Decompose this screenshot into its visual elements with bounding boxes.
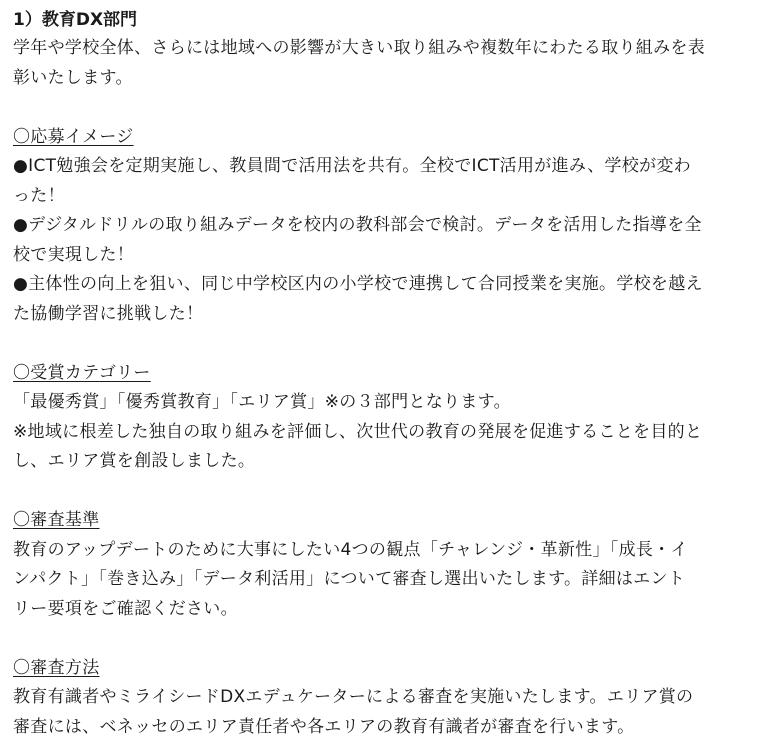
intro-paragraph [13,34,747,93]
spacer [13,624,747,654]
criteria-line: ンパクト」「巻き込み」「データ利活用」について審査し選出いたします。詳細はエント [13,569,686,589]
categories-line: ※地域に根差した独自の取り組みを評価し、次世代の教育の発展を促進することを目的と [13,421,703,442]
method-line: 審査には、ベネッセのエリア責任者や各エリアの教育有識者が審査を行います。 [13,716,635,737]
categories-heading: 〇受賞カテゴリー [13,362,151,383]
criteria-paragraph [13,536,747,625]
spacer [13,329,747,359]
categories-paragraph [13,388,747,477]
method-paragraph [13,683,747,742]
method-heading: 〇審査方法 [13,657,100,678]
example-line: た協働学習に挑戦した！ [13,303,204,324]
example-paragraph [13,152,747,329]
categories-line: し、エリア賞を創設しました。 [13,451,256,471]
intro-line: 彰いたします。 [13,67,133,88]
criteria-line: リー要項をご確認ください。 [13,598,238,619]
example-line: ●主体性の向上を狙い、同じ中学校区内の小学校で連携して合同授業を実施。学校を越え [13,274,703,294]
criteria-line: 教育のアップデートのために大事にしたい4つの観点「チャレンジ・革新性」「成長・イ [13,539,688,560]
example-line: 校で実現した！ [13,244,135,265]
spacer [13,93,747,123]
categories-line: 「最優秀賞」「優秀賞教育」「エリア賞」※の３部門となります。 [13,392,511,412]
method-line: 教育有識者やミライシードDXエデュケーターによる審査を実施いたします。エリア賞の [13,687,694,707]
intro-line: 学年や学校全体、さらには地域への影響が大きい取り組みや複数年にわたる取り組みを表 [13,38,705,58]
criteria-heading: 〇審査基準 [13,510,100,530]
example-heading: 〇応募イメージ [13,126,134,147]
spacer [13,477,747,507]
example-line: ●ICT勉強会を定期実施し、教員間で活用法を共有。全校でICT活用が進み、学校が変わ [13,156,691,176]
section-title: 1）教育DX部門 [13,10,138,30]
example-line: った！ [13,185,65,206]
example-line: ●デジタルドリルの取り組みデータを校内の教科部会で検討。データを活用した指導を全 [13,215,702,235]
